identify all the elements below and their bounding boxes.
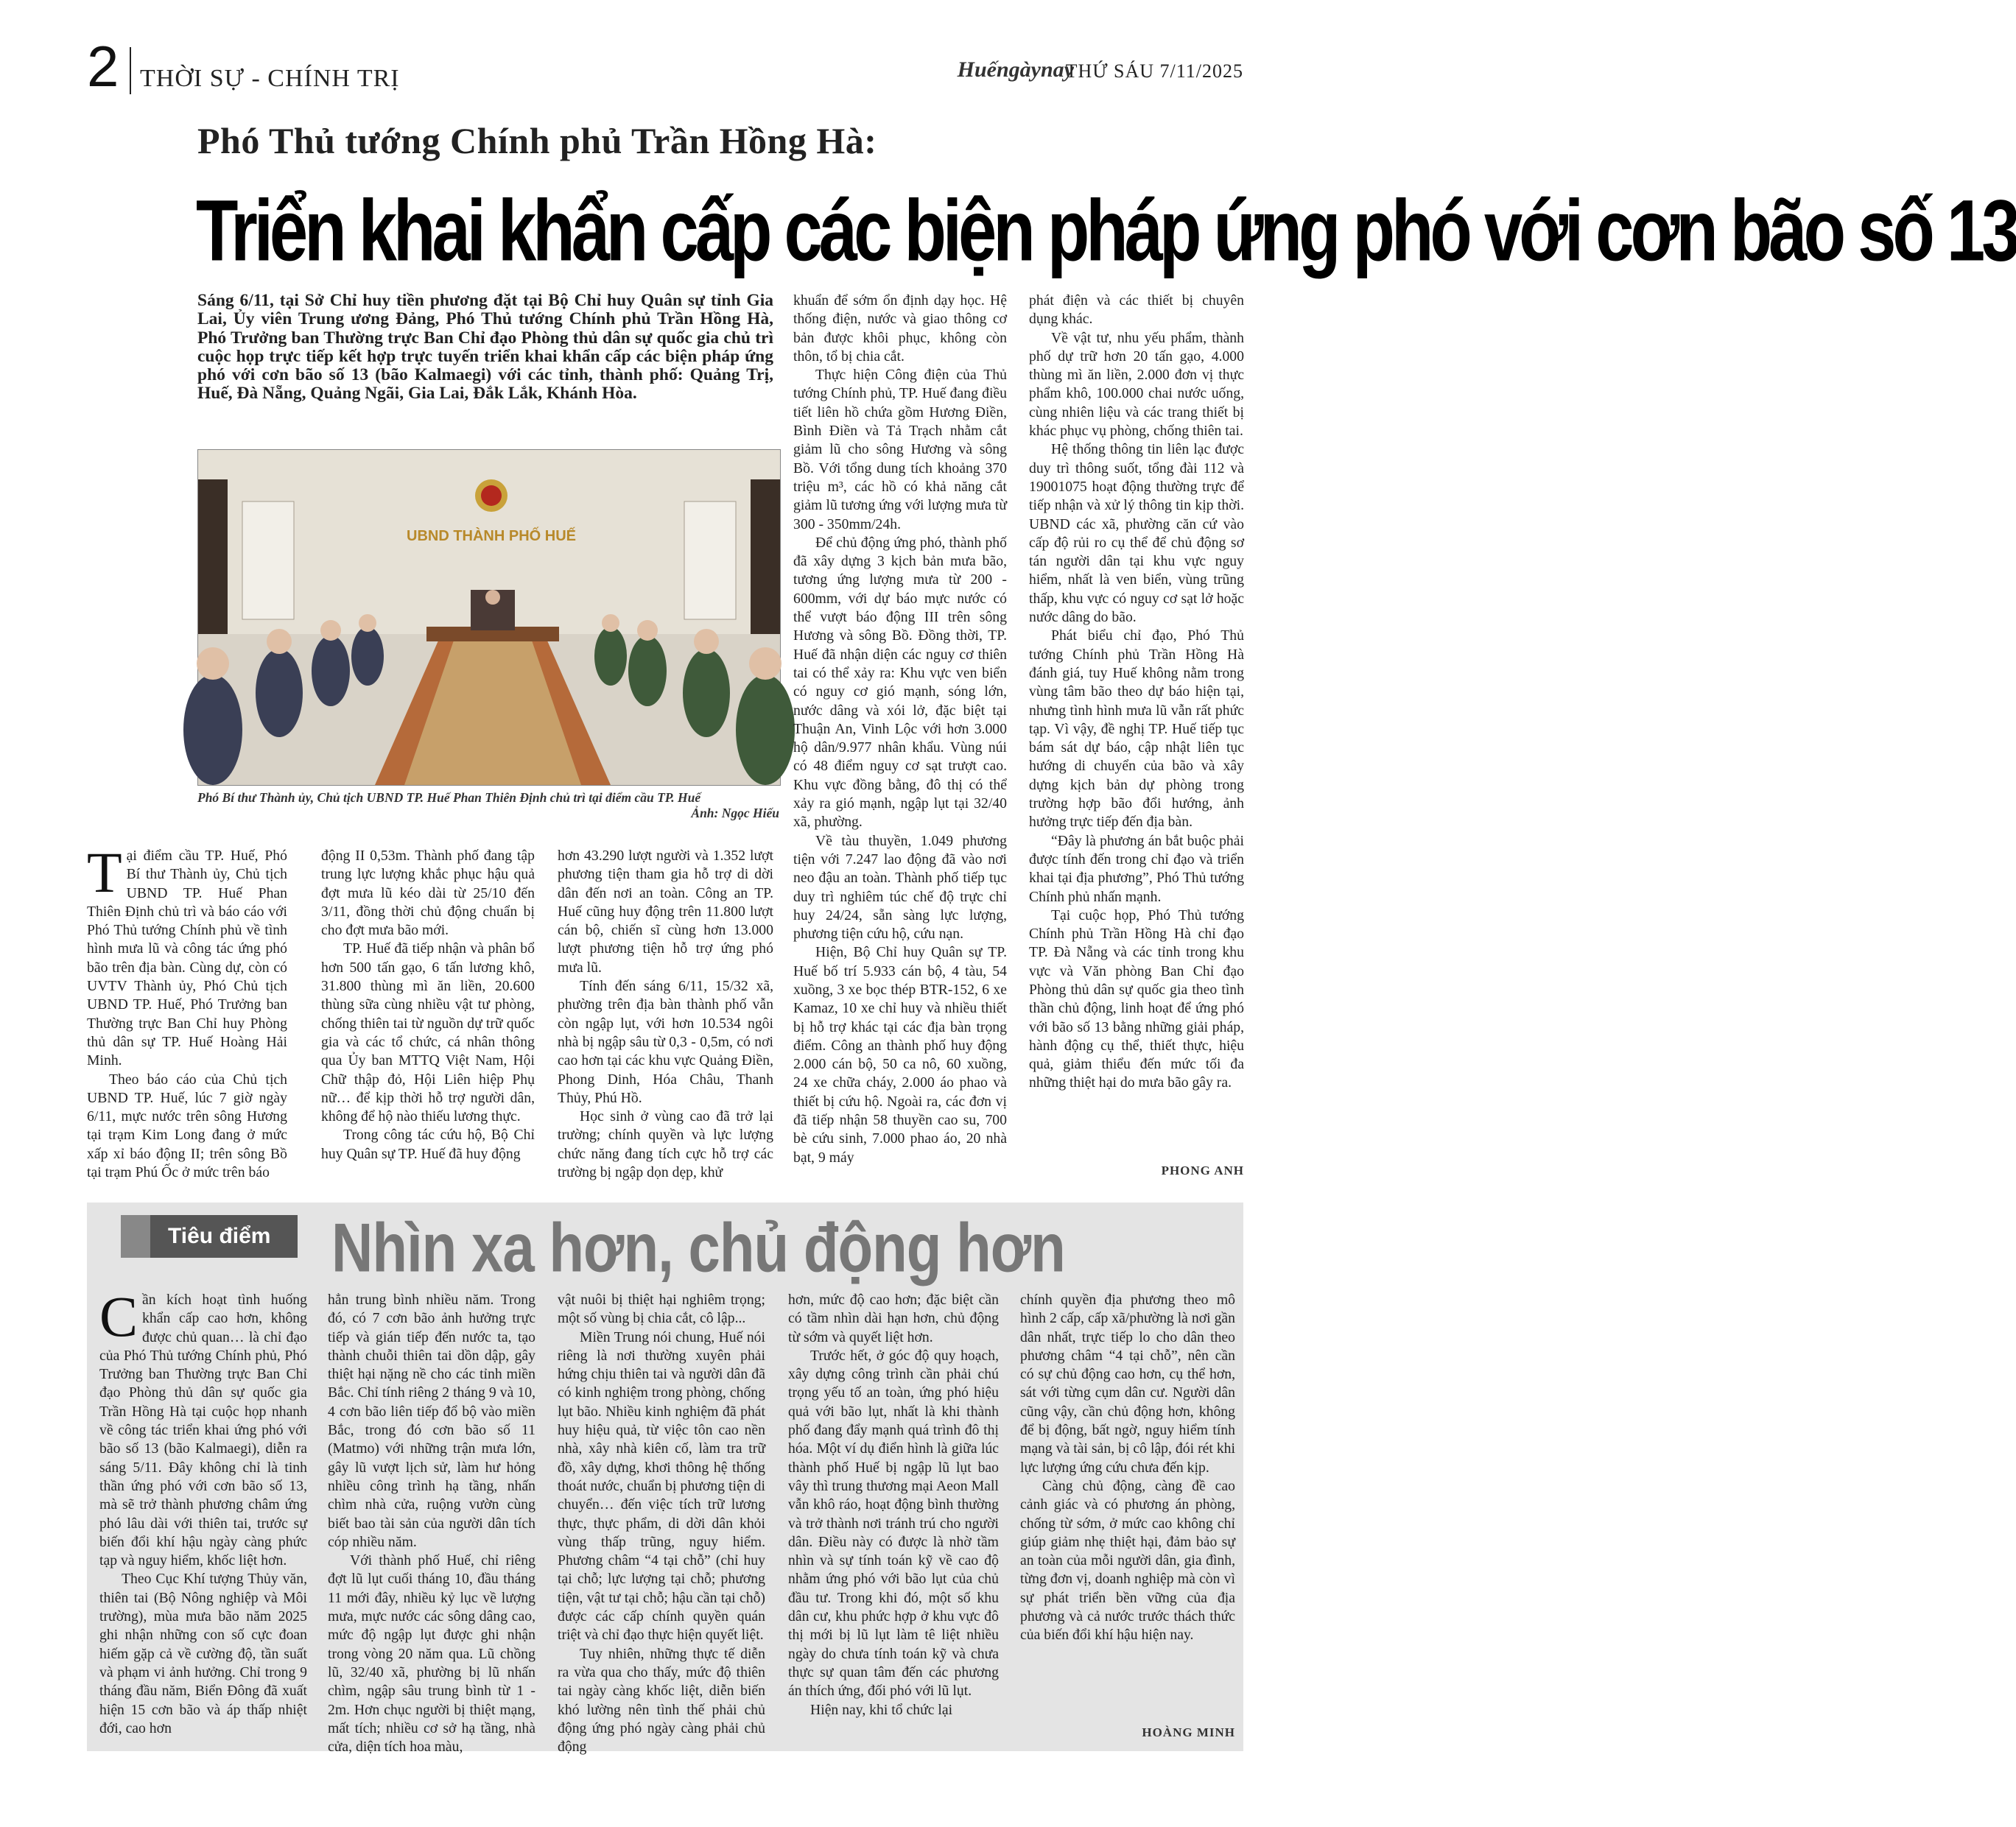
paragraph: hơn, mức độ cao hơn; đặc biệt cần có tầm nhìn dài hạn hơn, chủ động từ sớm và quyết liệt hơn. xyxy=(788,1292,999,1345)
paragraph: khuẩn để sớm ổn định dạy học. Hệ thống điện, nước và giao thông cơ bản được khôi phục, không còn thôn, tổ bị chia cắt. xyxy=(793,292,1007,365)
paragraph: Về tàu thuyền, 1.049 phương tiện với 7.247 lao động đã vào nơi neo đậu an toàn. Thành phố tiếp tục duy trì nghiêm túc chế độ trực chỉ huy 24/24, sẵn sàng lực lượng, phương tiện cứu hộ, cứu nạn. xyxy=(793,832,1007,943)
paragraph: Về vật tư, nhu yếu phẩm, thành phố dự trữ hơn 20 tấn gạo, 4.000 thùng mì ăn liền, 2.000 đơn vị thực phẩm khô, 100.000 chai nước uống, cùng nhiên liệu và các trang thiết bị khác phục vụ phòng, chống thiên tai. xyxy=(1029,329,1244,440)
focus-tag: Tiêu điểm xyxy=(121,1215,298,1258)
paragraph: Hiện nay, khi tổ chức lại xyxy=(810,1701,953,1718)
caption-text: Phó Bí thư Thành ủy, Chủ tịch UBND TP. Huế Phan Thiên Định chủ trì tại điểm cầu TP. Huế xyxy=(197,790,701,805)
paragraph: ại điểm cầu TP. Huế, Phó Bí thư Thành ủy, Chủ tịch UBND TP. Huế Phan Thiên Định chủ trì và báo cáo với Phó Thủ tướng Chính phủ về tình hình mưa lũ và công tác ứng phó bão trên địa bàn. Cùng dự, còn có UVTV Thành ủy, Phó Chủ tịch UBND TP. Huế, Phó Trưởng ban Thường trực Ban Chỉ huy Phòng thủ dân sự TP. Huế Hoàng Hải Minh. xyxy=(87,848,287,1069)
paragraph: Hệ thống thông tin liên lạc được duy trì thông suốt, tổng đài 112 và 19001075 hoạt động thường trực để tiếp nhận và xử lý thông tin kịp thời. UBND các xã, phường căn cứ vào cấp độ rủi ro cụ thể để chủ động sơ tán người dân tại khu vực nguy hiểm, nhất là ven biển, vùng trũng thấp, khu vực có nguy cơ sạt lở hoặc nước dâng do bão. xyxy=(1029,441,1244,626)
focus-column-4 xyxy=(788,1291,999,1719)
issue-date: THỨ SÁU 7/11/2025 xyxy=(1065,60,1243,82)
photo-sign-text: UBND THÀNH PHỐ HUẾ xyxy=(407,528,576,544)
header-divider xyxy=(130,47,131,94)
paragraph: Tuy nhiên, những thực tế diễn ra vừa qua cho thấy, mức độ thiên tai ngày càng khốc liệt, diễn biến khó lường nên tình thế phải chủ động ứng phó ngày càng phải chủ động xyxy=(558,1645,765,1756)
article-kicker: Phó Thủ tướng Chính phủ Trần Hồng Hà: xyxy=(197,120,877,161)
page-number: 2 xyxy=(87,34,119,99)
paragraph: Miền Trung nói chung, Huế nói riêng là nơi thường xuyên phải hứng chịu thiên tai và người dân đã có kinh nghiệm trong phòng, chống lụt bão. Nhiều kinh nghiệm đã phát huy hiệu quả, từ việc tôn cao nền nhà, xây nhà kiên cố, làm tra trữ đồ, xây dựng, khơi thông hệ thống thoát nước, chuẩn bị phương tiện di chuyển… đến việc tích trữ lương thực, thực phẩm, di dời dân khỏi vùng thấp trũng, nguy hiểm. Phương châm “4 tại chỗ” (chỉ huy tại chỗ; lực lượng tại chỗ; phương tiện, vật tư tại chỗ; hậu cần tại chỗ) được các cấp chính quyền quán triệt và chỉ đạo thực hiện quyết liệt. xyxy=(558,1328,765,1644)
focus-byline: HOÀNG MINH xyxy=(1142,1725,1235,1739)
paragraph: Theo Cục Khí tượng Thủy văn, thiên tai (Bộ Nông nghiệp và Môi trường), mùa mưa bão năm 2025 ghi nhận những con số cực đoan hiếm gặp cả về cường độ, tần suất và phạm vi ảnh hưởng. Chỉ trong 9 tháng đầu năm, Biển Đông đã xuất hiện 15 cơn bão và áp thấp nhiệt đới, cao hơn xyxy=(99,1571,307,1736)
newspaper-logo: Huếngàynay xyxy=(957,57,1074,82)
paragraph: Theo báo cáo của Chủ tịch UBND TP. Huế, lúc 7 giờ ngày 6/11, mực nước trên sông Hương tại trạm Kim Long đang ở mức xấp xỉ báo động II; trên sông Bồ tại trạm Phú Ốc ở mức trên báo xyxy=(87,1071,287,1181)
focus-column-2 xyxy=(328,1291,535,1756)
paragraph: động II 0,53m. Thành phố đang tập trung lực lượng khắc phục hậu quả đợt mưa lũ kéo dài từ 25/10 đến 3/11, đồng thời chủ động chuẩn bị cho đợt mưa bão mới. xyxy=(321,848,535,939)
paragraph: Càng chủ động, càng đề cao cảnh giác và có phương án phòng, chống từ sớm, ở mức cao không chỉ giúp giảm nhẹ thiệt hại, đảm bảo sự an toàn của mỗi người dân, gia đình, từng đơn vị, doanh nghiệp mà còn vì sự phát triển bền vững của địa phương và cả nước trước thách thức của biến đổi khí hậu hiện nay. xyxy=(1020,1477,1235,1644)
paragraph: “Đây là phương án bắt buộc phải được tính đến trong chỉ đạo và triển khai tại địa phương”, Phó Thủ tướng Chính phủ nhấn mạnh. xyxy=(1029,832,1244,905)
section-title: THỜI SỰ - CHÍNH TRỊ xyxy=(140,65,400,92)
page-header xyxy=(87,34,1243,99)
article-column-3 xyxy=(558,847,773,1182)
paragraph: Phát biểu chỉ đạo, Phó Thủ tướng Chính phủ Trần Hồng Hà đánh giá, tuy Huế không nằm trong vùng tâm bão theo dự báo hiện tại, nhưng tình hình mưa lũ vẫn rất phức tạp. Vì vậy, đề nghị TP. Huế tiếp tục bám sát dự báo, cập nhật liên tục hướng di chuyển của bão và xây dựng kịch bản dự phòng trong trường hợp bão đổi hướng, ảnh hưởng trực tiếp đến địa bàn. xyxy=(1029,627,1244,831)
article-column-2 xyxy=(321,847,535,1164)
paragraph: Trước hết, ở góc độ quy hoạch, xây dựng công trình cần phải chú trọng yếu tố an toàn, ứng phó hiệu quả với bão lụt, nhất là khi thành phố đang đẩy mạnh quá trình đô thị hóa. Một ví dụ điển hình là giữa lúc thành phố Huế bị ngập lũ lụt bao vây thì trung thương mại Aeon Mall vẫn khô ráo, hoạt động bình thường và trở thành nơi tránh trú cho người dân. Điều này có được là nhờ tầm nhìn và sự tính toán kỹ về cao độ nhằm ứng phó với bão lụt của chủ đầu tư. Trong khi đó, một số khu dân cư, khu phức hợp ở khu vực đô thị mới bị lũ lụt làm tê liệt nhiều ngày do chưa tính toán kỹ và chưa thực sự quan tâm đến các phương án thích ứng, đối phó với lũ lụt. xyxy=(788,1347,999,1700)
paragraph: ần kích hoạt tình huống khẩn cấp cao hơn, không được chủ quan… là chỉ đạo của Phó Thủ tướng Chính phủ, Phó Trưởng ban Thường trực Ban Chỉ đạo Phòng thủ dân sự quốc gia Trần Hồng Hà tại cuộc họp nhanh về công tác triển khai ứng phó với bão số 13 (bão Kalmaegi), diễn ra sáng 5/11. Đây không chỉ là tinh thần ứng phó với cơn bão số 13, mà sẽ trở thành phương châm ứng phó lâu dài với thiên tai, trước sự biến đổi khí hậu ngày càng phức tạp và nguy hiểm, khốc liệt hơn. xyxy=(99,1292,307,1569)
article-column-4 xyxy=(793,292,1007,1167)
paragraph: phát điện và các thiết bị chuyên dụng khác. xyxy=(1029,292,1244,328)
paragraph: vật nuôi bị thiệt hại nghiêm trọng; một số vùng bị chia cắt, cô lập... xyxy=(558,1292,765,1327)
article-headline: Triển khai khẩn cấp các biện pháp ứng phó với cơn bão số 13 xyxy=(196,182,2016,279)
paragraph: Trong công tác cứu hộ, Bộ Chỉ huy Quân sự TP. Huế đã huy động xyxy=(321,1127,535,1162)
meeting-room-illustration xyxy=(198,450,780,785)
paragraph: hẳn trung bình nhiều năm. Trong đó, có 7 cơn bão ảnh hưởng trực tiếp và gián tiếp đến nước ta, tạo thành chuỗi thiên tai dồn dập, gây thiệt hại nặng nề cho các tỉnh miền Bắc. Chỉ tính riêng 2 tháng 9 và 10, 4 cơn bão liên tiếp đổ bộ vào miền Bắc, trong đó cơn bão số 11 (Matmo) với những trận mưa lớn, gây lũ vượt lịch sử, làm hư hỏng nhiều công trình hạ tầng, nhấn chìm nhà cửa, ruộng vườn cùng biết bao tài sản của người dân tích cóp nhiều năm. xyxy=(328,1292,535,1550)
paragraph: Tại cuộc họp, Phó Thủ tướng Chính phủ Trần Hồng Hà chỉ đạo TP. Đà Nẵng và các tỉnh trong khu vực và Văn phòng Ban Chỉ đạo Phòng thủ dân sự quốc gia theo tình thần chủ động, linh hoạt để ứng phó với bão số 13 bằng những giải pháp, hành động cụ thể, thiết thực, hiệu quả, giảm thiểu đến mức tối đa những thiệt hại do mưa bão gây ra. xyxy=(1029,907,1244,1091)
paragraph: hơn 43.290 lượt người và 1.352 lượt phương tiện tham gia hỗ trợ di dời dân đến nơi an toàn. Công an TP. Huế cũng huy động trên 11.800 lượt cán bộ, chiến sĩ cùng hơn 13.000 lượt phương tiện hỗ trợ ứng phó mưa lũ. xyxy=(558,848,773,976)
paragraph: Hiện, Bộ Chỉ huy Quân sự TP. Huế bố trí 5.933 cán bộ, 4 tàu, 54 xuồng, 3 xe bọc thép BTR-152, 6 xe Kamaz, 10 xe chỉ huy và nhiều thiết bị hỗ trợ khác tại các địa bàn trọng điểm. Công an thành phố huy động 2.000 cán bộ, 50 ca nô, 60 xuồng, 24 xe chữa cháy, 2.000 áo phao và thiết bị cứu hộ. Ngoài ra, các đơn vị đã tiếp nhận 58 thuyền cao su, 700 bè cứu sinh, 7.000 phao áo, 20 nhà bạt, 9 máy xyxy=(793,944,1007,1166)
article-lead: Sáng 6/11, tại Sở Chỉ huy tiền phương đặt tại Bộ Chỉ huy Quân sự tỉnh Gia Lai, Ủy viên Trung ương Đảng, Phó Thủ tướng Chính phủ Trần Hồng Hà, Phó Trưởng ban Thường trực Ban Chỉ đạo Phòng thủ dân sự quốc gia chủ trì cuộc họp trực tiếp kết hợp trực tuyến triển khai khẩn cấp các biện pháp ứng phó với cơn bão số 13 (bão Kalmaegi) với các tỉnh, thành phố: Quảng Trị, Huế, Đà Nẵng, Quảng Ngãi, Gia Lai, Đắk Lắk, Khánh Hòa. xyxy=(197,291,773,404)
focus-column-1 xyxy=(99,1284,307,1738)
focus-title: Nhìn xa hơn, chủ động hơn xyxy=(331,1208,1065,1286)
article-column-5 xyxy=(1029,292,1244,1093)
article-column-1 xyxy=(87,840,287,1182)
paragraph: Học sinh ở vùng cao đã trở lại trường; chính quyền và lực lượng chức năng đang tích cực hỗ trợ các trường bị ngập dọn dẹp, khử xyxy=(558,1108,773,1181)
drop-cap: T xyxy=(87,840,122,904)
paragraph: TP. Huế đã tiếp nhận và phân bổ hơn 500 tấn gạo, 6 tấn lương khô, 31.800 thùng mì ăn liền, 20.600 thùng sữa cùng nhiều vật tư phòng, chống thiên tai từ nguồn dự trữ quốc gia và các tổ chức, cá nhân thông qua Ủy ban MTTQ Việt Nam, Hội Chữ thập đỏ, Hội Liên hiệp Phụ nữ… để kịp thời hỗ trợ người dân, không để hộ nào thiếu lương thực. xyxy=(321,940,535,1125)
photo-caption xyxy=(197,790,779,821)
paragraph: Thực hiện Công điện của Thủ tướng Chính phủ, TP. Huế đang điều tiết liên hồ chứa gồm Hương Điền, Bình Điền và Tả Trạch nhằm cắt giảm lũ cho sông Hương và sông Bồ. Với tổng dung tích khoảng 370 triệu m³, các hồ có khả năng cắt giảm lũ tương ứng với lượng mưa từ 300 - 350mm/24h. xyxy=(793,367,1007,532)
paragraph: Tính đến sáng 6/11, 15/32 xã, phường trên địa bàn thành phố vẫn còn ngập lụt, với hơn 10.534 ngôi nhà bị ngập sâu từ 0,3 - 0,5m, có nơi cao hơn tại các khu vực Quảng Điền, Phong Dinh, Hóa Châu, Thanh Thủy, Phú Hồ. xyxy=(558,978,773,1106)
paragraph: Để chủ động ứng phó, thành phố đã xây dựng 3 kịch bản mưa bão, tương ứng lượng mưa từ 200 - 600mm, với dự báo mực nước có thể vượt báo động III trên sông Hương và sông Bồ. Đồng thời, TP. Huế đã nhận diện các nguy cơ thiên tai có thể xảy ra: Khu vực ven biển có nguy cơ gió mạnh, sóng lớn, nước dâng và xói lở, đặc biệt tại Thuận An, Vinh Lộc với hơn 3.000 hộ dân/9.977 nhân khẩu. Vùng núi có 48 điểm nguy cơ sạt trượt cao. Khu vực đồng bằng, đô thị có thể xảy ra gió mạnh, ngập lụt tại 32/40 xã, phường. xyxy=(793,534,1007,831)
paragraph: Với thành phố Huế, chỉ riêng đợt lũ lụt cuối tháng 10, đầu tháng 11 mới đây, nhiều kỷ lục về lượng mưa, mực nước các sông dâng cao, mức độ ngập lụt được ghi nhận trong vòng 20 năm qua. Lũ chồng lũ, 32/40 xã, phường bị lũ nhấn chìm, ngập sâu trung bình từ 1 - 2m. Hơn chục người bị thiệt mạng, mất tích; nhiều cơ sở hạ tầng, nhà cửa, diện tích hoa màu, xyxy=(328,1552,535,1756)
meeting-photo xyxy=(197,449,781,786)
focus-column-3 xyxy=(558,1291,765,1756)
focus-column-5 xyxy=(1020,1291,1235,1645)
drop-cap: C xyxy=(99,1284,138,1348)
photo-credit: Ảnh: Ngọc Hiếu xyxy=(691,806,779,820)
article-byline: PHONG ANH xyxy=(1161,1164,1244,1177)
paragraph: chính quyền địa phương theo mô hình 2 cấp, cấp xã/phường là nơi gần dân nhất, trực tiếp lo cho dân theo phương châm “4 tại chỗ”, nên cần có sự chủ động cao hơn, cụ thể hơn, sát với từng cụm dân cư. Người dân cũng vậy, cần chủ động hơn, không để bị động, bất ngờ, nguy hiểm tính mạng và tài sản, bị cô lập, đói rét khi lực lượng ứng cứu chưa đến kịp. xyxy=(1020,1292,1235,1476)
